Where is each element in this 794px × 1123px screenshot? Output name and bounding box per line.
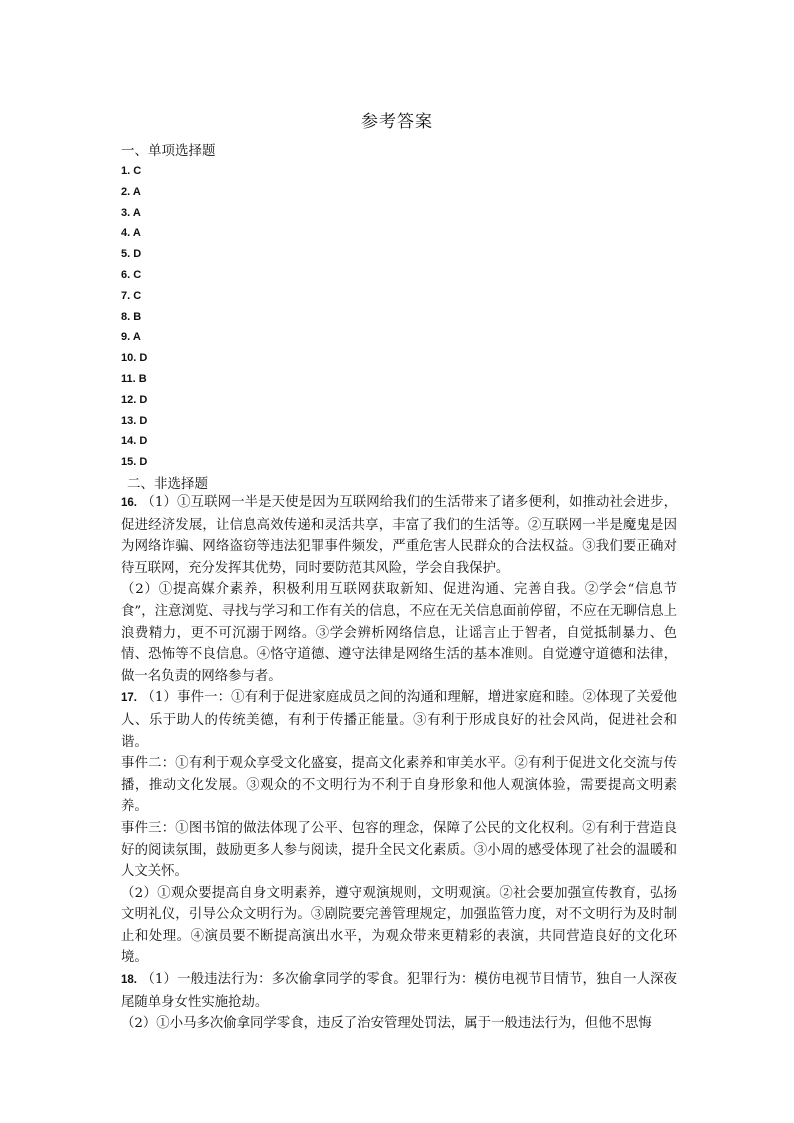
section-heading-multiple-choice: 一、单项选择题 bbox=[121, 143, 216, 159]
answer-item: 12. D bbox=[121, 393, 148, 406]
question-number: 17. bbox=[121, 692, 137, 705]
answer-item: 10. D bbox=[121, 352, 148, 365]
answer-item: 3. A bbox=[121, 206, 141, 219]
answer-item: 5. D bbox=[121, 248, 142, 261]
answer-item: 2. A bbox=[121, 185, 141, 198]
answer-item: 8. B bbox=[121, 310, 142, 323]
answer-item: 1. C bbox=[121, 165, 142, 177]
answer-item: 13. D bbox=[121, 414, 148, 427]
answer-item: 15. D bbox=[121, 456, 148, 469]
page-title: 参考答案 bbox=[361, 112, 433, 132]
q17-event3: 事件三：①图书馆的做法体现了公平、包容的理念，保障了公民的文化权利。②有利于营造良好的阅读氛围，鼓励更多人参与阅读，提升全民文化素质。③小周的感受体现了社会的温暖和人文关怀。 bbox=[121, 820, 677, 880]
q16-part2: （2）①提高媒介素养，积极利用互联网获取新知、促进沟通、完善自我。②学会“信息节食”，注意浏览、寻找与学习和工作有关的信息，不应在无关信息面前停留，不应在无聊信息上浪费精力，更不可沉溺于网络。③学会辨析网络信息，让谣言止于智者，自觉抵制暴力、色情、恐怖等不良信息。④恪守道德、遵守法律是网络生活的基本准则。自觉遵守道德和法律，做一名负责的网络参与者。 bbox=[121, 582, 677, 684]
answer-item: 9. A bbox=[121, 331, 141, 344]
q17-event2: 事件二：①有利于观众享受文化盛宴，提高文化素养和审美水平。②有利于促进文化交流与传播，推动文化发展。③观众的不文明行为不利于自身形象和他人观演体验，需要提高文明素养。 bbox=[121, 756, 677, 815]
answer-item: 4. A bbox=[121, 227, 141, 240]
answer-item: 6. C bbox=[121, 268, 142, 281]
question-number: 16. bbox=[121, 497, 137, 509]
answer-item: 11. B bbox=[121, 372, 147, 385]
q17-part2: （2）①观众要提高自身文明素养，遵守观演规则，文明观演。②社会要加强宣传教育，弘扬文明礼仪，引导公众文明行为。③剧院要完善管理规定，加强监管力度，对不文明行为及时制止和处理。④演员要不断提高演出水平，为观众带来更精彩的表演，共同营造良好的文化环境。 bbox=[121, 885, 677, 966]
section-heading-non-multiple-choice: 二、非选择题 bbox=[127, 476, 208, 492]
q18-part2: （2）①小马多次偷拿同学零食，违反了治安管理处罚法，属于一般违法行为，但他不思悔 bbox=[121, 1016, 652, 1032]
answer-item: 7. C bbox=[121, 289, 142, 302]
q18-part1: 18. （1）一般违法行为：多次偷拿同学的零食。犯罪行为：模仿电视节目情节，独自一人深夜尾随单身女性实施抢劫。 bbox=[121, 972, 677, 1010]
q16-part1: 16. （1）①互联网一半是天使是因为互联网给我们的生活带来了诸多便利，如推动社会进步，促进经济发展，让信息高效传递和灵活共享，丰富了我们的生活等。②互联网一半是魔鬼是因为网络诈骗、网络盗窃等违法犯罪事件频发，严重危害人民群众的合法权益。③我们要正确对待互联网，充分发挥其优势，同时要防范其风险，学会自我保护。 bbox=[121, 495, 677, 576]
multiple-choice-answer-list bbox=[121, 161, 147, 473]
question-number: 18. bbox=[121, 974, 137, 987]
non-multiple-choice-answers bbox=[121, 492, 677, 1035]
answer-item: 14. D bbox=[121, 435, 148, 448]
q17-part1: 17. （1）事件一：①有利于促进家庭成员之间的沟通和理解，增进家庭和睦。②体现了关爱他人、乐于助人的传统美德，有利于传播正能量。③有利于形成良好的社会风尚，促进社会和谐。 bbox=[121, 690, 677, 750]
